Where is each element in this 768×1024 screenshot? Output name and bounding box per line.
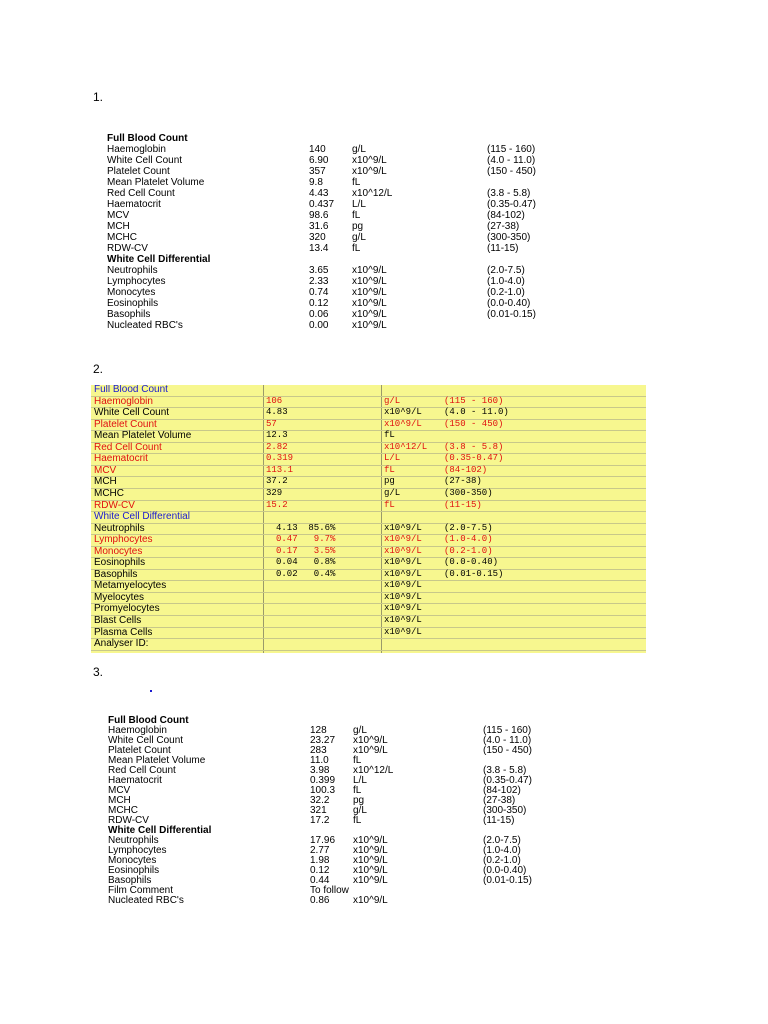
cell-name: Basophils — [94, 568, 138, 580]
cell-name: Film Comment — [108, 885, 174, 896]
cell-unit: x10^9/L — [352, 155, 387, 166]
cell-range: (4.0 - 11.0) — [483, 735, 532, 746]
table-row — [107, 144, 547, 155]
cell-unit: pg — [384, 476, 395, 487]
cell-range: (300-350) — [483, 805, 527, 816]
cell-range: (84-102) — [483, 785, 521, 796]
cell-value: 0.04 0.8% — [276, 557, 336, 568]
report-2-table — [91, 385, 646, 653]
table-row — [91, 442, 646, 454]
cell-value: 11.0 — [310, 755, 329, 766]
report-1 — [107, 133, 547, 333]
table-row — [91, 557, 646, 569]
cell-range: (3.8 - 5.8) — [487, 188, 531, 199]
cell-range: (0.2-1.0) — [483, 855, 521, 866]
report-3 — [108, 715, 548, 905]
table-row — [107, 309, 547, 320]
cell-unit: x10^9/L — [352, 298, 387, 309]
cell-name: Haematocrit — [108, 775, 162, 786]
cell-name: Myelocytes — [94, 591, 145, 603]
cell-range: (300-350) — [444, 487, 493, 498]
section-3-number: 3. — [93, 665, 104, 679]
cell-value: 0.12 — [310, 865, 330, 876]
table-row — [91, 385, 646, 396]
cell-range: (11-15) — [483, 815, 515, 826]
cell-unit: fL — [352, 243, 361, 254]
cell-range: (84-102) — [444, 464, 488, 475]
cell-unit: x10^9/L — [384, 603, 422, 614]
cell-name: RDW-CV — [94, 499, 135, 511]
cell-value: 32.2 — [310, 795, 330, 806]
table-row — [91, 500, 646, 512]
cell-range: (2.0-7.5) — [444, 522, 493, 533]
cell-name: Haemoglobin — [94, 395, 153, 407]
table-row — [91, 580, 646, 592]
cell-name: White Cell Count — [107, 155, 183, 166]
cell-range: (3.8 - 5.8) — [483, 765, 527, 776]
table-row — [91, 511, 646, 523]
cell-range: (0.01-0.15) — [487, 309, 536, 320]
table-row — [107, 199, 547, 210]
cell-range: (11-15) — [444, 499, 482, 510]
table-row — [107, 210, 547, 221]
cell-name: Platelet Count — [94, 418, 157, 430]
cell-value: 23.27 — [310, 735, 336, 746]
cell-value: 2.33 — [309, 276, 329, 287]
cell-unit: L/L — [352, 199, 366, 210]
cell-value: 3.98 — [310, 765, 330, 776]
stray-dot — [150, 690, 152, 692]
section-header: Full Blood Count — [107, 133, 188, 144]
cell-name: Promyelocytes — [94, 603, 160, 615]
cell-value: 106 — [266, 395, 283, 406]
cell-name: Mean Platelet Volume — [107, 177, 205, 188]
table-row — [107, 188, 547, 199]
cell-name: Neutrophils — [94, 522, 145, 534]
cell-unit: x10^9/L — [352, 166, 387, 177]
cell-range: (0.0-0.40) — [483, 865, 527, 876]
cell-unit: fL — [353, 785, 362, 796]
cell-unit: x10^9/L — [384, 534, 422, 545]
cell-value: 4.83 — [266, 407, 288, 418]
cell-range: (0.2-1.0) — [487, 287, 525, 298]
cell-value: 4.13 85.6% — [276, 522, 336, 533]
cell-unit: x10^9/L — [384, 407, 422, 418]
cell-unit: x10^9/L — [353, 855, 388, 866]
cell-unit: fL — [384, 430, 395, 441]
cell-value: 17.2 — [310, 815, 330, 826]
cell-unit: x10^9/L — [384, 557, 422, 568]
cell-value: 100.3 — [310, 785, 336, 796]
cell-name: Nucleated RBC's — [108, 895, 184, 906]
table-row — [107, 276, 547, 287]
cell-unit: x10^9/L — [353, 735, 388, 746]
cell-unit: x10^12/L — [353, 765, 394, 776]
table-row — [107, 232, 547, 243]
cell-name: MCV — [94, 464, 117, 476]
table-row — [91, 430, 646, 442]
cell-unit: x10^12/L — [352, 188, 393, 199]
table-row — [91, 488, 646, 500]
cell-name: MCH — [107, 221, 130, 232]
cell-name: Haemoglobin — [107, 144, 166, 155]
cell-range: (0.0-0.40) — [444, 557, 499, 568]
cell-name: Lymphocytes — [108, 845, 167, 856]
cell-range: (0.01-0.15) — [483, 875, 532, 886]
cell-value: 321 — [310, 805, 327, 816]
cell-name: Mean Platelet Volume — [94, 430, 192, 442]
cell-unit: x10^9/L — [352, 320, 387, 331]
cell-name: RDW-CV — [107, 243, 148, 254]
cell-unit: x10^9/L — [384, 522, 422, 533]
cell-name: MCHC — [108, 805, 138, 816]
cell-name: Nucleated RBC's — [107, 320, 183, 331]
cell-name: Red Cell Count — [108, 765, 176, 776]
cell-range: (115 - 160) — [487, 144, 536, 155]
cell-value: 0.74 — [309, 287, 329, 298]
cell-value: 57 — [266, 418, 277, 429]
cell-range: (150 - 450) — [487, 166, 536, 177]
cell-value: 0.17 3.5% — [276, 545, 336, 556]
cell-name: White Cell Differential — [94, 511, 190, 523]
cell-name: Platelet Count — [108, 745, 171, 756]
cell-unit: x10^9/L — [353, 875, 388, 886]
cell-name: MCV — [108, 785, 131, 796]
cell-unit: x10^9/L — [384, 626, 422, 637]
cell-value: 0.437 — [309, 199, 335, 210]
cell-value: 0.47 9.7% — [276, 534, 336, 545]
cell-name: Eosinophils — [94, 557, 146, 569]
cell-name: Eosinophils — [108, 865, 160, 876]
table-row — [91, 546, 646, 558]
cell-range: (2.0-7.5) — [483, 835, 521, 846]
table-row — [91, 592, 646, 604]
cell-range: (1.0-4.0) — [444, 534, 493, 545]
cell-range: (115 - 160) — [483, 725, 532, 736]
cell-value: 2.82 — [266, 441, 288, 452]
table-row — [91, 476, 646, 488]
cell-unit: x10^9/L — [353, 865, 388, 876]
cell-name: Monocytes — [94, 545, 143, 557]
cell-value: 9.8 — [309, 177, 323, 188]
cell-unit: g/L — [384, 395, 401, 406]
table-row — [91, 627, 646, 639]
table-row — [107, 166, 547, 177]
cell-range: (150 - 450) — [444, 418, 504, 429]
cell-unit: fL — [352, 177, 361, 188]
cell-name: Basophils — [107, 309, 151, 320]
cell-name: Neutrophils — [108, 835, 159, 846]
cell-unit: g/L — [384, 487, 401, 498]
cell-name: White Cell Count — [94, 407, 170, 419]
cell-value: 113.1 — [266, 464, 294, 475]
table-row — [91, 465, 646, 477]
cell-value: 0.12 — [309, 298, 329, 309]
cell-unit: fL — [384, 464, 395, 475]
cell-range: (4.0 - 11.0) — [487, 155, 536, 166]
cell-name: RDW-CV — [108, 815, 149, 826]
cell-value: 37.2 — [266, 476, 288, 487]
cell-value: 1.98 — [310, 855, 330, 866]
table-row — [91, 407, 646, 419]
cell-value: 140 — [309, 144, 326, 155]
cell-unit: x10^9/L — [384, 615, 422, 625]
table-row — [108, 895, 548, 906]
section-2-number: 2. — [93, 362, 104, 376]
cell-value: 0.00 — [309, 320, 329, 331]
cell-name: Haematocrit — [107, 199, 161, 210]
cell-unit: pg — [353, 795, 365, 806]
cell-unit: L/L — [353, 775, 367, 786]
section-header: White Cell Differential — [108, 825, 212, 836]
table-row — [91, 419, 646, 431]
cell-unit: x10^9/L — [384, 545, 422, 556]
cell-unit: fL — [384, 499, 395, 510]
cell-range: (300-350) — [487, 232, 531, 243]
cell-value: 0.44 — [310, 875, 330, 886]
cell-range: (2.0-7.5) — [487, 265, 525, 276]
cell-value: 12.3 — [266, 430, 288, 441]
cell-value: 17.96 — [310, 835, 336, 846]
cell-name: Basophils — [108, 875, 152, 886]
cell-name: Neutrophils — [107, 265, 158, 276]
table-row — [107, 320, 547, 331]
cell-value: 0.86 — [310, 895, 330, 906]
cell-name: MCH — [94, 476, 117, 488]
table-row — [107, 155, 547, 166]
table-row — [91, 396, 646, 408]
cell-range: (0.0-0.40) — [487, 298, 531, 309]
cell-unit: g/L — [353, 725, 367, 736]
cell-unit: fL — [353, 755, 362, 766]
cell-unit: x10^9/L — [353, 835, 388, 846]
table-row — [107, 243, 547, 254]
table-row — [91, 638, 646, 650]
table-row — [91, 523, 646, 535]
cell-range: (84-102) — [487, 210, 525, 221]
cell-range: (0.35-0.47) — [444, 453, 504, 464]
cell-name: Haemoglobin — [108, 725, 167, 736]
cell-name: White Cell Count — [108, 735, 184, 746]
cell-value: 0.399 — [310, 775, 336, 786]
cell-unit: g/L — [353, 805, 367, 816]
cell-unit: x10^9/L — [352, 276, 387, 287]
cell-range: (115 - 160) — [444, 395, 504, 406]
cell-name: Eosinophils — [107, 298, 159, 309]
table-row — [91, 603, 646, 615]
table-row — [107, 265, 547, 276]
cell-range: (1.0-4.0) — [483, 845, 521, 856]
cell-unit: x10^9/L — [353, 895, 388, 906]
cell-unit: fL — [352, 210, 361, 221]
cell-unit: x10^9/L — [353, 845, 388, 856]
section-1-number: 1. — [93, 90, 104, 104]
cell-value: 2.77 — [310, 845, 330, 856]
cell-value: 15.2 — [266, 499, 288, 510]
cell-value: To follow — [310, 885, 349, 896]
table-row — [91, 615, 646, 627]
cell-range: (0.35-0.47) — [483, 775, 532, 786]
cell-value: 320 — [309, 232, 326, 243]
cell-name: Full Blood Count — [94, 385, 168, 395]
cell-name: MCH — [108, 795, 131, 806]
cell-value: 128 — [310, 725, 327, 736]
cell-name: MCV — [107, 210, 130, 221]
cell-value: 357 — [309, 166, 326, 177]
cell-value: 13.4 — [309, 243, 329, 254]
cell-unit: pg — [352, 221, 364, 232]
cell-unit: g/L — [352, 232, 366, 243]
section-header: White Cell Differential — [107, 254, 211, 265]
table-row — [107, 177, 547, 188]
cell-value: 283 — [310, 745, 327, 756]
cell-range: (11-15) — [487, 243, 519, 254]
cell-value: 3.65 — [309, 265, 329, 276]
cell-name: Monocytes — [108, 855, 157, 866]
cell-value: 6.90 — [309, 155, 329, 166]
cell-value: 4.43 — [309, 188, 329, 199]
cell-unit: x10^9/L — [384, 591, 422, 602]
cell-range: (0.2-1.0) — [444, 545, 493, 556]
cell-name: MCHC — [107, 232, 137, 243]
cell-range: (1.0-4.0) — [487, 276, 525, 287]
cell-name: Metamyelocytes — [94, 580, 167, 592]
cell-value: 0.06 — [309, 309, 329, 320]
cell-name: Platelet Count — [107, 166, 170, 177]
cell-unit: x10^9/L — [353, 745, 388, 756]
table-row — [91, 453, 646, 465]
cell-unit: g/L — [352, 144, 366, 155]
table-row — [91, 569, 646, 581]
cell-range: (27-38) — [444, 476, 482, 487]
table-row — [107, 298, 547, 309]
cell-unit: x10^9/L — [352, 287, 387, 298]
cell-value: 329 — [266, 487, 283, 498]
cell-range: (4.0 - 11.0) — [444, 407, 509, 418]
cell-range: (0.35-0.47) — [487, 199, 536, 210]
cell-name: Analyser ID: — [94, 638, 149, 650]
cell-name: Lymphocytes — [94, 534, 153, 546]
table-row — [107, 287, 547, 298]
cell-name: Lymphocytes — [107, 276, 166, 287]
cell-name: Red Cell Count — [107, 188, 175, 199]
cell-unit: x10^12/L — [384, 441, 428, 452]
cell-range: (3.8 - 5.8) — [444, 441, 504, 452]
cell-unit: L/L — [384, 453, 401, 464]
cell-name: Red Cell Count — [94, 441, 162, 453]
cell-unit: x10^9/L — [384, 580, 422, 591]
row-divider — [91, 650, 646, 651]
section-header: Full Blood Count — [108, 715, 189, 726]
cell-name: Haematocrit — [94, 453, 148, 465]
cell-range: (0.01-0.15) — [444, 568, 504, 579]
cell-name: Monocytes — [107, 287, 156, 298]
cell-unit: x10^9/L — [352, 309, 387, 320]
cell-name: Blast Cells — [94, 615, 142, 626]
cell-range: (27-38) — [487, 221, 520, 232]
cell-unit: x10^9/L — [352, 265, 387, 276]
cell-unit: x10^9/L — [384, 418, 422, 429]
table-row — [107, 221, 547, 232]
cell-range: (27-38) — [483, 795, 516, 806]
cell-name: MCHC — [94, 487, 124, 499]
cell-value: 0.319 — [266, 453, 294, 464]
cell-value: 98.6 — [309, 210, 329, 221]
table-row — [91, 534, 646, 546]
cell-value: 0.02 0.4% — [276, 568, 336, 579]
cell-name: Mean Platelet Volume — [108, 755, 206, 766]
cell-unit: x10^9/L — [384, 568, 422, 579]
cell-range: (150 - 450) — [483, 745, 532, 756]
cell-name: Plasma Cells — [94, 626, 153, 638]
cell-unit: fL — [353, 815, 362, 826]
cell-value: 31.6 — [309, 221, 329, 232]
